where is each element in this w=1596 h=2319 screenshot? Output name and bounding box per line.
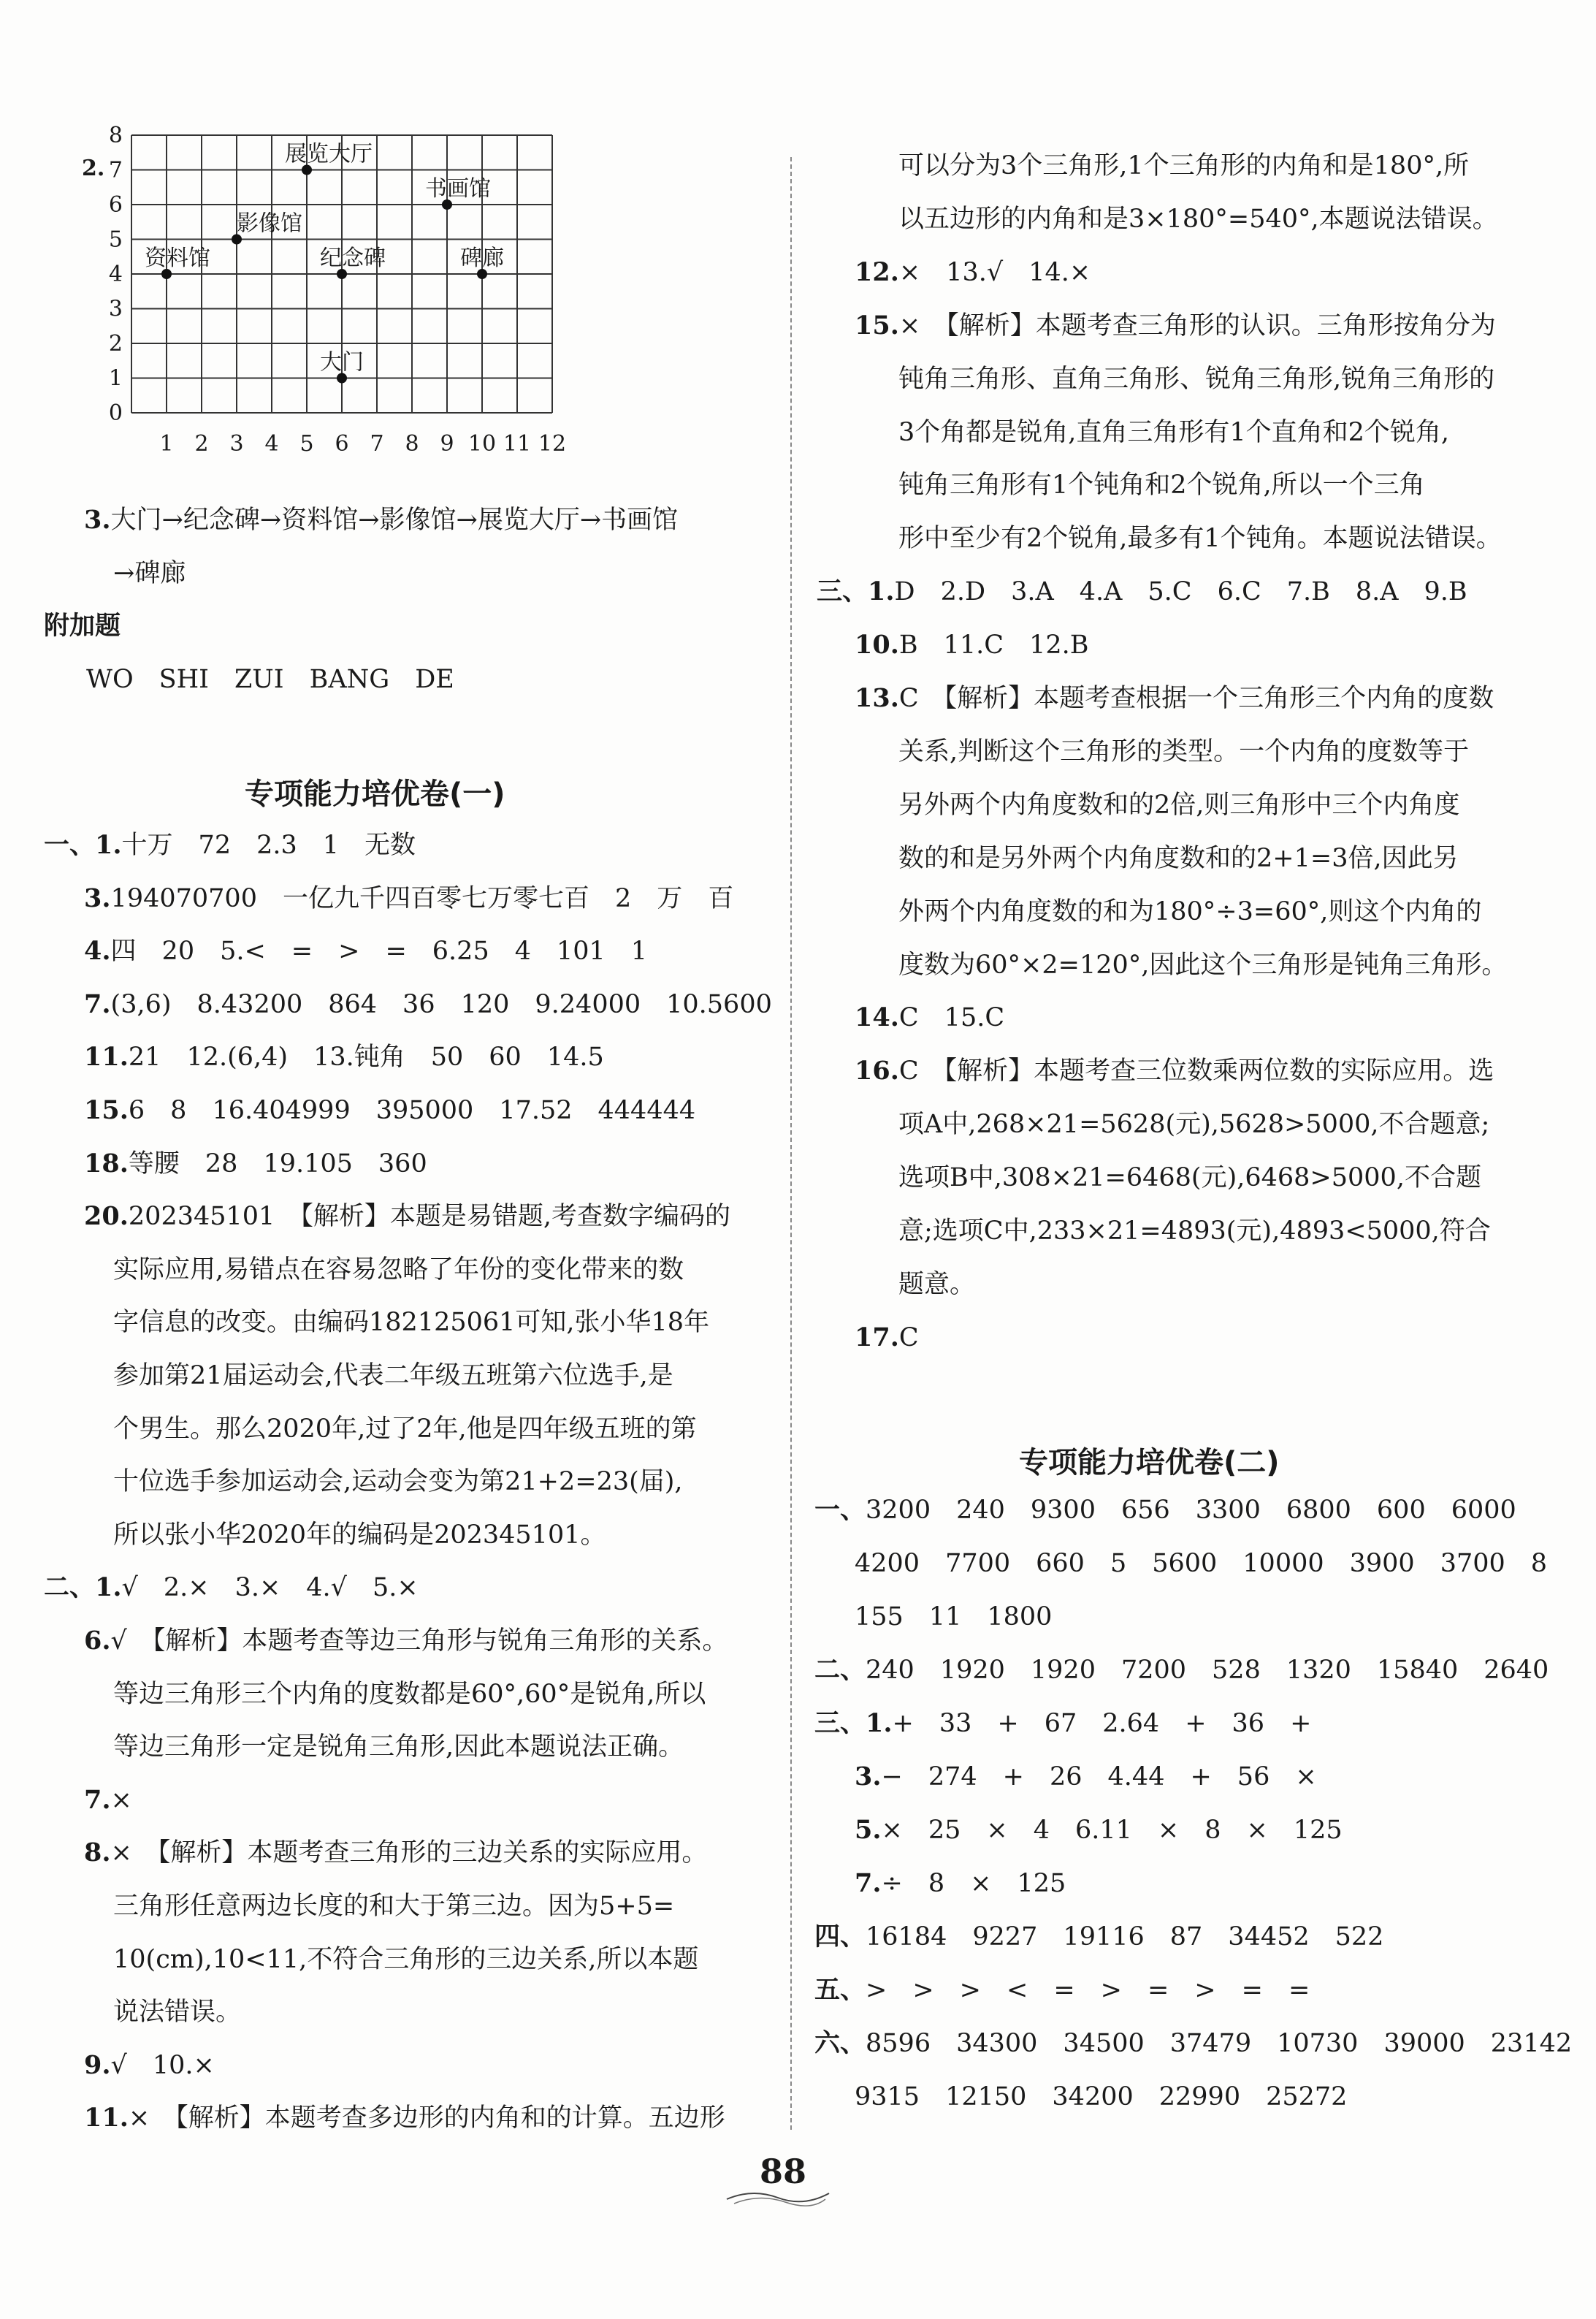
item-number: 8. (84, 1838, 111, 1868)
item-text: × 13.√ 14.× (898, 257, 1091, 287)
answer-line (855, 2081, 1347, 2113)
place-label: 影像馆 (237, 210, 302, 237)
answer-line (814, 2027, 1572, 2060)
answer-line (113, 1519, 606, 1551)
x-tick-label: 12 (538, 431, 567, 457)
answer-line (84, 989, 772, 1021)
y-tick-label: 7 (108, 157, 123, 183)
answer-line (814, 1654, 1549, 1686)
item-text: 155 11 1800 (855, 1602, 1053, 1631)
item-text: 外两个内角度数的和为180°÷3=60°,则这个内角的 (898, 896, 1482, 926)
item-text: WO SHI ZUI BANG DE (86, 665, 454, 694)
item-text: 以五边形的内角和是3×180°=540°,本题说法错误。 (898, 204, 1498, 234)
answer-line (855, 310, 1496, 342)
x-tick-label: 3 (229, 431, 244, 457)
answer-line (84, 1837, 707, 1869)
item-number: 4. (84, 936, 111, 967)
answer-line (898, 789, 1459, 821)
item-number: 11. (84, 2103, 129, 2133)
answer-line (898, 1108, 1489, 1141)
answer-line (84, 2049, 215, 2082)
item-text: 数的和是另外两个内角度数和的2+1=3倍,因此另 (898, 843, 1459, 873)
answer-line (84, 2102, 725, 2134)
item-text: 项A中,268×21=5628(元),5628>5000,不合题意; (898, 1110, 1490, 1140)
answer-line (817, 576, 1467, 608)
item-number: 16. (855, 1056, 899, 1086)
item-text: C (898, 1322, 919, 1352)
answer-line (855, 1867, 1066, 1900)
answer-line (84, 1148, 427, 1180)
answer-line (814, 1494, 1516, 1526)
item-number: 12. (855, 256, 899, 287)
answer-line (113, 1413, 697, 1445)
item-text: × 【解析】本题考查三角形的认识。三角形按角分为 (898, 311, 1496, 340)
item-number: 18. (84, 1148, 129, 1178)
x-tick-label: 1 (159, 431, 174, 457)
item-text: 大门→纪念碑→资料馆→影像馆→展览大厅→书画馆 (110, 506, 679, 535)
item-text: 3200 240 9300 656 3300 6800 600 6000 (866, 1496, 1516, 1525)
answer-line (113, 557, 186, 590)
item-text: 题意。 (898, 1269, 976, 1299)
answer-line (86, 663, 454, 696)
answer-line (855, 1055, 1494, 1087)
answer-line (814, 1707, 1311, 1740)
item-text: 个男生。那么2020年,过了2年,他是四年级五班的第 (113, 1414, 697, 1444)
item-text: 实际应用,易错点在容易忽略了年份的变化带来的数 (113, 1254, 684, 1284)
item-text: 形中至少有2个锐角,最多有1个钝角。本题说法错误。 (898, 524, 1502, 554)
answer-line (898, 1215, 1491, 1247)
item-number: 10. (855, 630, 899, 660)
item-text: ÷ 8 × 125 (881, 1869, 1066, 1898)
item-number: 14. (855, 1002, 899, 1033)
column-divider (790, 157, 792, 2130)
answer-line (84, 883, 733, 915)
answer-line (44, 610, 121, 642)
item-text: C 15.C (898, 1003, 1005, 1033)
answer-line (84, 504, 678, 536)
item-number: 20. (84, 1201, 129, 1232)
answer-line (84, 1200, 730, 1233)
item-text: 十位选手参加运动会,运动会变为第21+2=23(届), (113, 1467, 683, 1497)
item-text: B 11.C 12.B (898, 631, 1089, 660)
item-number: 15. (84, 1095, 129, 1125)
answer-line (113, 1890, 674, 1922)
item-text: 另外两个内角度数和的2倍,则三角形中三个内角度 (898, 790, 1460, 820)
answer-line (113, 1306, 709, 1339)
answer-line (898, 522, 1502, 555)
item-text: C 【解析】本题考查三位数乘两位数的实际应用。选 (898, 1056, 1494, 1086)
item-text: √ 10.× (110, 2050, 215, 2080)
item-text: 钝角三角形、直角三角形、锐角三角形,锐角三角形的 (898, 364, 1495, 394)
answer-line (898, 150, 1469, 182)
answer-line (84, 1784, 132, 1816)
item-text: 等边三角形一定是锐角三角形,因此本题说法正确。 (113, 1732, 684, 1762)
y-tick-label: 6 (108, 192, 123, 218)
y-tick-label: 3 (108, 296, 123, 322)
coordinate-grid (80, 123, 635, 490)
item-text: 3个角都是锐角,直角三角形有1个直角和2个锐角, (898, 417, 1450, 447)
x-tick-label: 5 (299, 431, 314, 457)
answer-line (113, 1678, 706, 1710)
item-number: 5. (855, 1815, 882, 1845)
answer-line (855, 1601, 1052, 1633)
item-text: D 2.D 3.A 4.A 5.C 6.C 7.B 8.A 9.B (894, 577, 1467, 607)
answer-line (898, 1268, 975, 1301)
item-number: 一、1. (44, 830, 122, 860)
item-text: + 33 + 67 2.64 + 36 + (892, 1709, 1312, 1738)
answer-line (898, 736, 1469, 768)
answer-line (113, 1731, 684, 1763)
x-tick-label: 2 (194, 431, 209, 457)
item-text: 字信息的改变。由编码182125061可知,张小华18年 (113, 1308, 710, 1338)
item-number: 7. (855, 1868, 882, 1898)
x-tick-label: 8 (405, 431, 419, 457)
item-text: − 274 + 26 4.44 + 56 × (881, 1762, 1317, 1791)
item-text: 240 1920 1920 7200 528 1320 15840 2640 (866, 1656, 1549, 1685)
x-tick-label: 11 (503, 431, 532, 457)
place-label: 资料馆 (145, 245, 210, 271)
item-number: 17. (855, 1322, 899, 1352)
item-text: 说法错误。 (113, 1998, 242, 2027)
place-label: 纪念碑 (320, 245, 386, 271)
item-text: 等腰 28 19.105 360 (128, 1149, 427, 1178)
item-number: 3. (84, 505, 111, 535)
y-tick-label: 8 (108, 123, 123, 148)
answer-line (855, 629, 1088, 661)
item-number: 7. (84, 989, 111, 1019)
answer-line (855, 1322, 919, 1354)
answer-line (898, 416, 1449, 449)
item-number: 二、1. (44, 1572, 122, 1603)
item-text: 202345101 【解析】本题是易错题,考查数字编码的 (128, 1202, 730, 1232)
item-number: 一、 (814, 1495, 866, 1525)
item-number: 3. (855, 1762, 882, 1791)
section2-title: 专项能力培优卷(二) (1019, 1446, 1280, 1480)
item-text: 8596 34300 34500 37479 10730 39000 23142 (866, 2029, 1573, 2058)
item-text: 意;选项C中,233×21=4893(元),4893<5000,符合 (898, 1216, 1491, 1246)
item-number: 11. (84, 1042, 129, 1073)
answer-line (814, 1974, 1310, 2006)
item-text: × 【解析】本题考查多边形的内角和的计算。五边形 (128, 2103, 725, 2133)
answer-line (898, 203, 1498, 235)
answer-line (113, 1254, 684, 1286)
x-tick-label: 6 (335, 431, 349, 457)
x-tick-label: 9 (440, 431, 454, 457)
answer-line (44, 829, 416, 861)
item-text: 194070700 一亿九千四百零七万零七百 2 万 百 (110, 883, 734, 913)
answer-line (113, 1360, 673, 1392)
answer-line (113, 1943, 698, 1976)
item-text: (3,6) 8.43200 864 36 120 9.24000 10.5600 (110, 989, 772, 1019)
item-text: 选项B中,308×21=6468(元),6468>5000,不合题 (898, 1163, 1481, 1193)
item-text: 四 20 5.< = > = 6.25 4 101 1 (110, 937, 648, 967)
item-number: 6. (84, 1626, 111, 1656)
answer-line (84, 935, 647, 967)
item-number: 三、1. (814, 1708, 893, 1738)
item-text: 十万 72 2.3 1 无数 (121, 831, 416, 860)
item-number: 二、 (814, 1655, 866, 1685)
item-text: 等边三角形三个内角的度数都是60°,60°是锐角,所以 (113, 1679, 706, 1709)
item-text: 参加第21届运动会,代表二年级五班第六位选手,是 (113, 1361, 673, 1390)
y-tick-label: 2 (108, 331, 123, 357)
answer-line (855, 1002, 1004, 1034)
answer-line (814, 1921, 1383, 1953)
item-text: × 25 × 4 6.11 × 8 × 125 (881, 1816, 1343, 1845)
answer-line (898, 842, 1459, 875)
answer-line (855, 1547, 1547, 1580)
answer-line (898, 469, 1425, 501)
item-text: 21 12.(6,4) 13.钝角 50 60 14.5 (128, 1043, 604, 1073)
place-label: 大门 (320, 349, 364, 376)
item-text: √ 2.× 3.× 4.√ 5.× (121, 1573, 419, 1603)
section1-title: 专项能力培优卷(一) (245, 777, 505, 811)
item-text: 9315 12150 34200 22990 25272 (855, 2082, 1348, 2112)
item-text: 度数为60°×2=120°,因此这个三角形是钝角三角形。 (898, 950, 1508, 980)
y-tick-label: 5 (108, 226, 123, 253)
item-text: × (110, 1785, 132, 1815)
x-tick-label: 4 (264, 431, 279, 457)
answer-line (84, 1625, 728, 1657)
item-text: 4200 7700 660 5 5600 10000 3900 3700 8 (855, 1549, 1548, 1578)
answer-line (855, 256, 1091, 289)
item-text: 可以分为3个三角形,1个三角形的内角和是180°,所 (898, 151, 1470, 180)
y-tick-label: 0 (108, 400, 123, 426)
answer-line (898, 896, 1481, 928)
item-text: × 【解析】本题考查三角形的三边关系的实际应用。 (110, 1838, 708, 1868)
answer-line (84, 1094, 695, 1127)
item-number: 五、 (814, 1975, 866, 2005)
item-text: 所以张小华2020年的编码是202345101。 (113, 1520, 606, 1550)
page-ornament (723, 2185, 833, 2206)
item-number: 7. (84, 1784, 111, 1815)
item-number: 13. (855, 683, 899, 713)
item-text: →碑廊 (113, 559, 186, 588)
place-label: 展览大厅 (285, 141, 373, 167)
answer-line (113, 1996, 241, 2028)
item-text: √ 【解析】本题考查等边三角形与锐角三角形的关系。 (110, 1626, 728, 1656)
answer-line (855, 1814, 1343, 1846)
item-number: 四、 (814, 1922, 866, 1951)
answer-line (855, 1761, 1317, 1793)
y-tick-label: 1 (108, 365, 123, 392)
item-number: 9. (84, 2049, 111, 2080)
item-text: 16184 9227 19116 87 34452 522 (866, 1922, 1384, 1951)
answer-line (113, 1466, 683, 1498)
x-tick-label: 7 (370, 431, 384, 457)
item-number: 六、 (814, 2028, 866, 2058)
grid-prefix: 2. (82, 156, 105, 181)
item-text: 10(cm),10<11,不符合三角形的三边关系,所以本题 (113, 1944, 699, 1974)
answer-line (84, 1041, 604, 1073)
answer-line (898, 949, 1507, 981)
answer-line (898, 363, 1494, 395)
item-text: 附加题 (44, 611, 121, 641)
item-text: 6 8 16.404999 395000 17.52 444444 (128, 1096, 696, 1125)
answer-line (44, 1572, 419, 1604)
answer-line (855, 682, 1494, 715)
page-number: 88 (760, 2152, 807, 2191)
place-label: 碑廊 (460, 245, 504, 271)
y-tick-label: 4 (108, 262, 123, 287)
place-label: 书画馆 (425, 176, 491, 202)
item-text: > > > < = > = > = = (866, 1976, 1310, 2005)
item-number: 三、1. (817, 576, 895, 607)
item-text: 关系,判断这个三角形的类型。一个内角的度数等于 (898, 736, 1470, 766)
answer-line (898, 1162, 1481, 1194)
item-text: C 【解析】本题考查根据一个三角形三个内角的度数 (898, 684, 1494, 713)
item-number: 15. (855, 310, 899, 340)
item-number: 3. (84, 883, 111, 913)
x-tick-label: 10 (467, 431, 497, 457)
item-text: 钝角三角形有1个钝角和2个锐角,所以一个三角 (898, 471, 1425, 500)
item-text: 三角形任意两边长度的和大于第三边。因为5+5= (113, 1892, 675, 1921)
